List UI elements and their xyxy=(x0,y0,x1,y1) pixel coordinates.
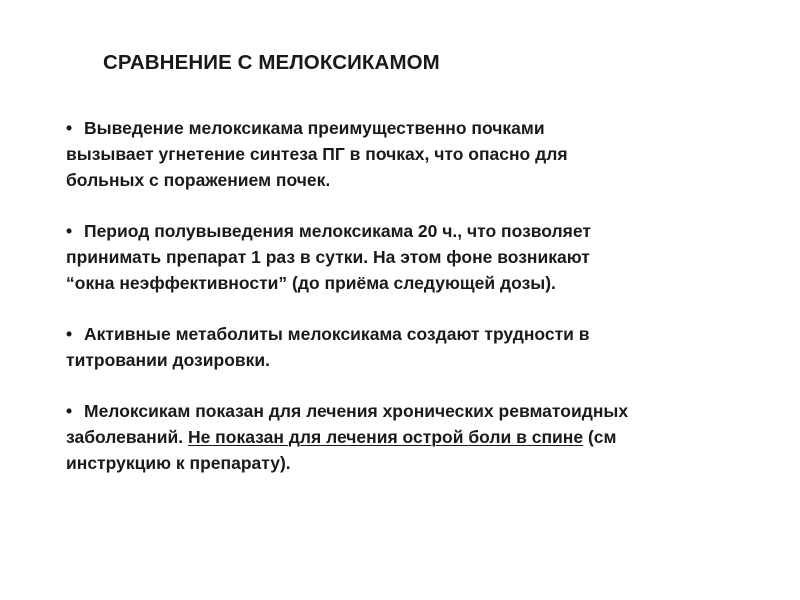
bullet-line: • Активные метаболиты мелоксикама создают трудности в xyxy=(66,321,786,347)
bullet-list xyxy=(66,115,786,476)
bullet-line: больных с поражением почек. xyxy=(66,170,331,190)
bullet-item-excretion xyxy=(66,115,786,193)
bullet-item-indications xyxy=(66,398,786,476)
bullet-line: принимать препарат 1 раз в сутки. На этом фоне возникают xyxy=(66,247,590,267)
bullet-line: • Период полувыведения мелоксикама 20 ч., что позволяет xyxy=(66,218,786,244)
bullet-item-half-life xyxy=(66,218,786,296)
bullet-line: • Мелоксикам показан для лечения хронических ревматоидных xyxy=(66,398,786,424)
bullet-line: титровании дозировки. xyxy=(66,350,271,370)
slide-title: СРАВНЕНИЕ С МЕЛОКСИКАМОМ xyxy=(103,51,440,74)
bullet-marker: • xyxy=(66,401,73,421)
bullet-marker: • xyxy=(66,221,73,241)
bullet-marker: • xyxy=(66,324,73,344)
bullet-line: инструкцию к препарату). xyxy=(66,453,291,473)
underlined-warning: Не показан для лечения острой боли в спине xyxy=(187,427,584,447)
bullet-line: • Выведение мелоксикама преимущественно почками xyxy=(66,115,786,141)
bullet-line: “окна неэффективности” (до приёма следующей дозы). xyxy=(66,273,556,293)
bullet-item-metabolites xyxy=(66,321,786,373)
bullet-line: заболеваний. Не показан для лечения острой боли в спине (см xyxy=(66,427,617,447)
bullet-line: вызывает угнетение синтеза ПГ в почках, что опасно для xyxy=(66,144,568,164)
bullet-marker: • xyxy=(66,118,73,138)
